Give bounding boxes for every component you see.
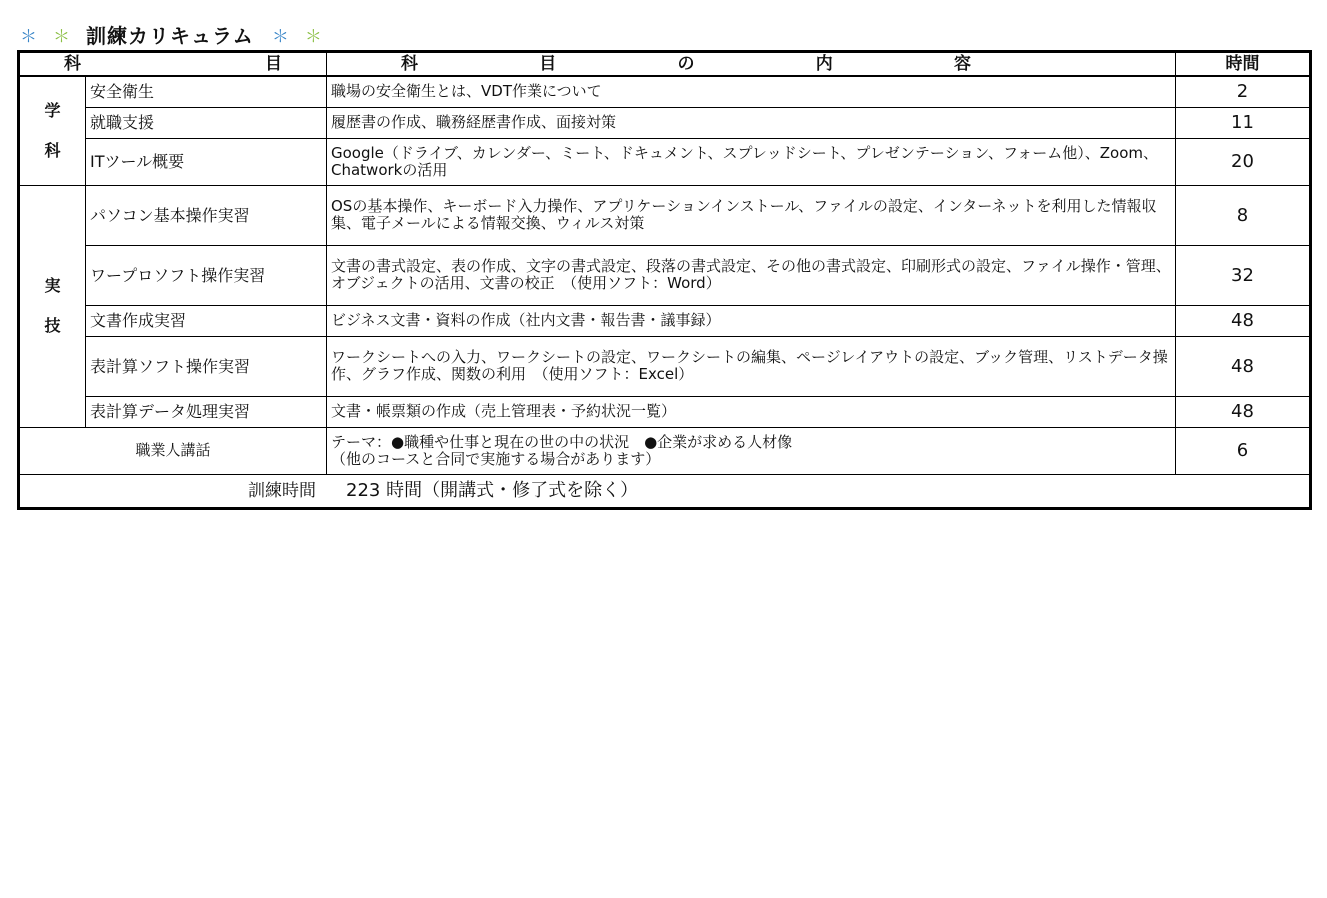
hours-cell: 48 — [1176, 396, 1311, 427]
content-cell: OSの基本操作、キーボード入力操作、アプリケーションインストール、ファイルの設定、インターネットを利用した情報収集、電子メールによる情報交換、ウィルス対策 — [327, 185, 1176, 245]
content-cell: ワークシートへの入力、ワークシートの設定、ワークシートの編集、ページレイアウトの設定、ブック管理、リストデータ操作、グラフ作成、関数の利用 （使用ソフト：Excel） — [327, 336, 1176, 396]
lecture-content-cell — [327, 427, 1176, 474]
asterisk-green-icon: ＊ — [53, 26, 70, 47]
asterisk-green-icon: ＊ — [304, 26, 322, 47]
subject-cell: 就職支援 — [86, 107, 327, 138]
page-title: 訓練カリキュラム — [86, 23, 254, 48]
subject-cell: 文書作成実習 — [86, 305, 327, 336]
content-cell: Google（ドライブ、カレンダー、ミート、ドキュメント、スプレッドシート、プレゼンテーション、フォーム他）、Zoom、Chatworkの活用 — [327, 138, 1176, 185]
hours-cell: 8 — [1176, 185, 1311, 245]
content-cell: ビジネス文書・資料の作成（社内文書・報告書・議事録） — [327, 305, 1176, 336]
section-label-gakka: 学 科 — [19, 76, 86, 185]
lecture-hours-cell: 6 — [1176, 427, 1311, 474]
hours-cell: 20 — [1176, 138, 1311, 185]
total-row — [19, 474, 1311, 508]
section-label-jitsugi: 実 技 — [19, 185, 86, 427]
content-cell: 履歴書の作成、職務経歴書作成、面接対策 — [327, 107, 1176, 138]
curriculum-table — [17, 50, 1312, 510]
hours-cell: 11 — [1176, 107, 1311, 138]
hours-cell: 48 — [1176, 336, 1311, 396]
lecture-row — [19, 427, 1311, 474]
table-row — [19, 76, 1311, 107]
total-label: 訓練時間 — [248, 480, 316, 501]
table-row — [19, 138, 1311, 185]
subject-cell: ワープロソフト操作実習 — [86, 245, 327, 305]
subject-cell: パソコン基本操作実習 — [86, 185, 327, 245]
curriculum-title-line — [20, 20, 338, 48]
subject-cell: 表計算ソフト操作実習 — [86, 336, 327, 396]
table-row — [19, 396, 1311, 427]
lecture-subject-cell: 職業人講話 — [19, 427, 327, 474]
asterisk-blue-icon: ＊ — [271, 26, 289, 47]
hours-cell: 32 — [1176, 245, 1311, 305]
content-cell: 文書の書式設定、表の作成、文字の書式設定、段落の書式設定、その他の書式設定、印刷形式の設定、ファイル操作・管理、オブジェクトの活用、文書の校正 （使用ソフト：Word） — [327, 245, 1176, 305]
total-value: 223 時間（開講式・修了式を除く） — [346, 479, 639, 501]
total-cell — [19, 474, 1311, 508]
content-column-header: 科 目 の 内 容 — [327, 52, 1176, 77]
hours-cell: 48 — [1176, 305, 1311, 336]
table-row — [19, 185, 1311, 245]
subject-cell: 安全衛生 — [86, 76, 327, 107]
content-cell: 職場の安全衛生とは、VDT作業について — [327, 76, 1176, 107]
subject-column-header: 科 目 — [19, 52, 327, 77]
lecture-theme-text: テーマ：●職種や仕事と現在の世の中の状況 ●企業が求める人材像 — [331, 432, 793, 451]
table-row — [19, 336, 1311, 396]
hours-cell: 2 — [1176, 76, 1311, 107]
asterisk-blue-icon: ＊ — [20, 26, 37, 47]
content-cell: 文書・帳票類の作成（売上管理表・予約状況一覧） — [327, 396, 1176, 427]
hours-column-header: 時間 — [1176, 52, 1311, 77]
table-row — [19, 245, 1311, 305]
lecture-note-text: （他のコースと合同で実施する場合があります） — [331, 449, 661, 468]
subject-cell: 表計算データ処理実習 — [86, 396, 327, 427]
table-header-row — [19, 52, 1311, 77]
table-row — [19, 305, 1311, 336]
subject-cell: ITツール概要 — [86, 138, 327, 185]
table-row — [19, 107, 1311, 138]
